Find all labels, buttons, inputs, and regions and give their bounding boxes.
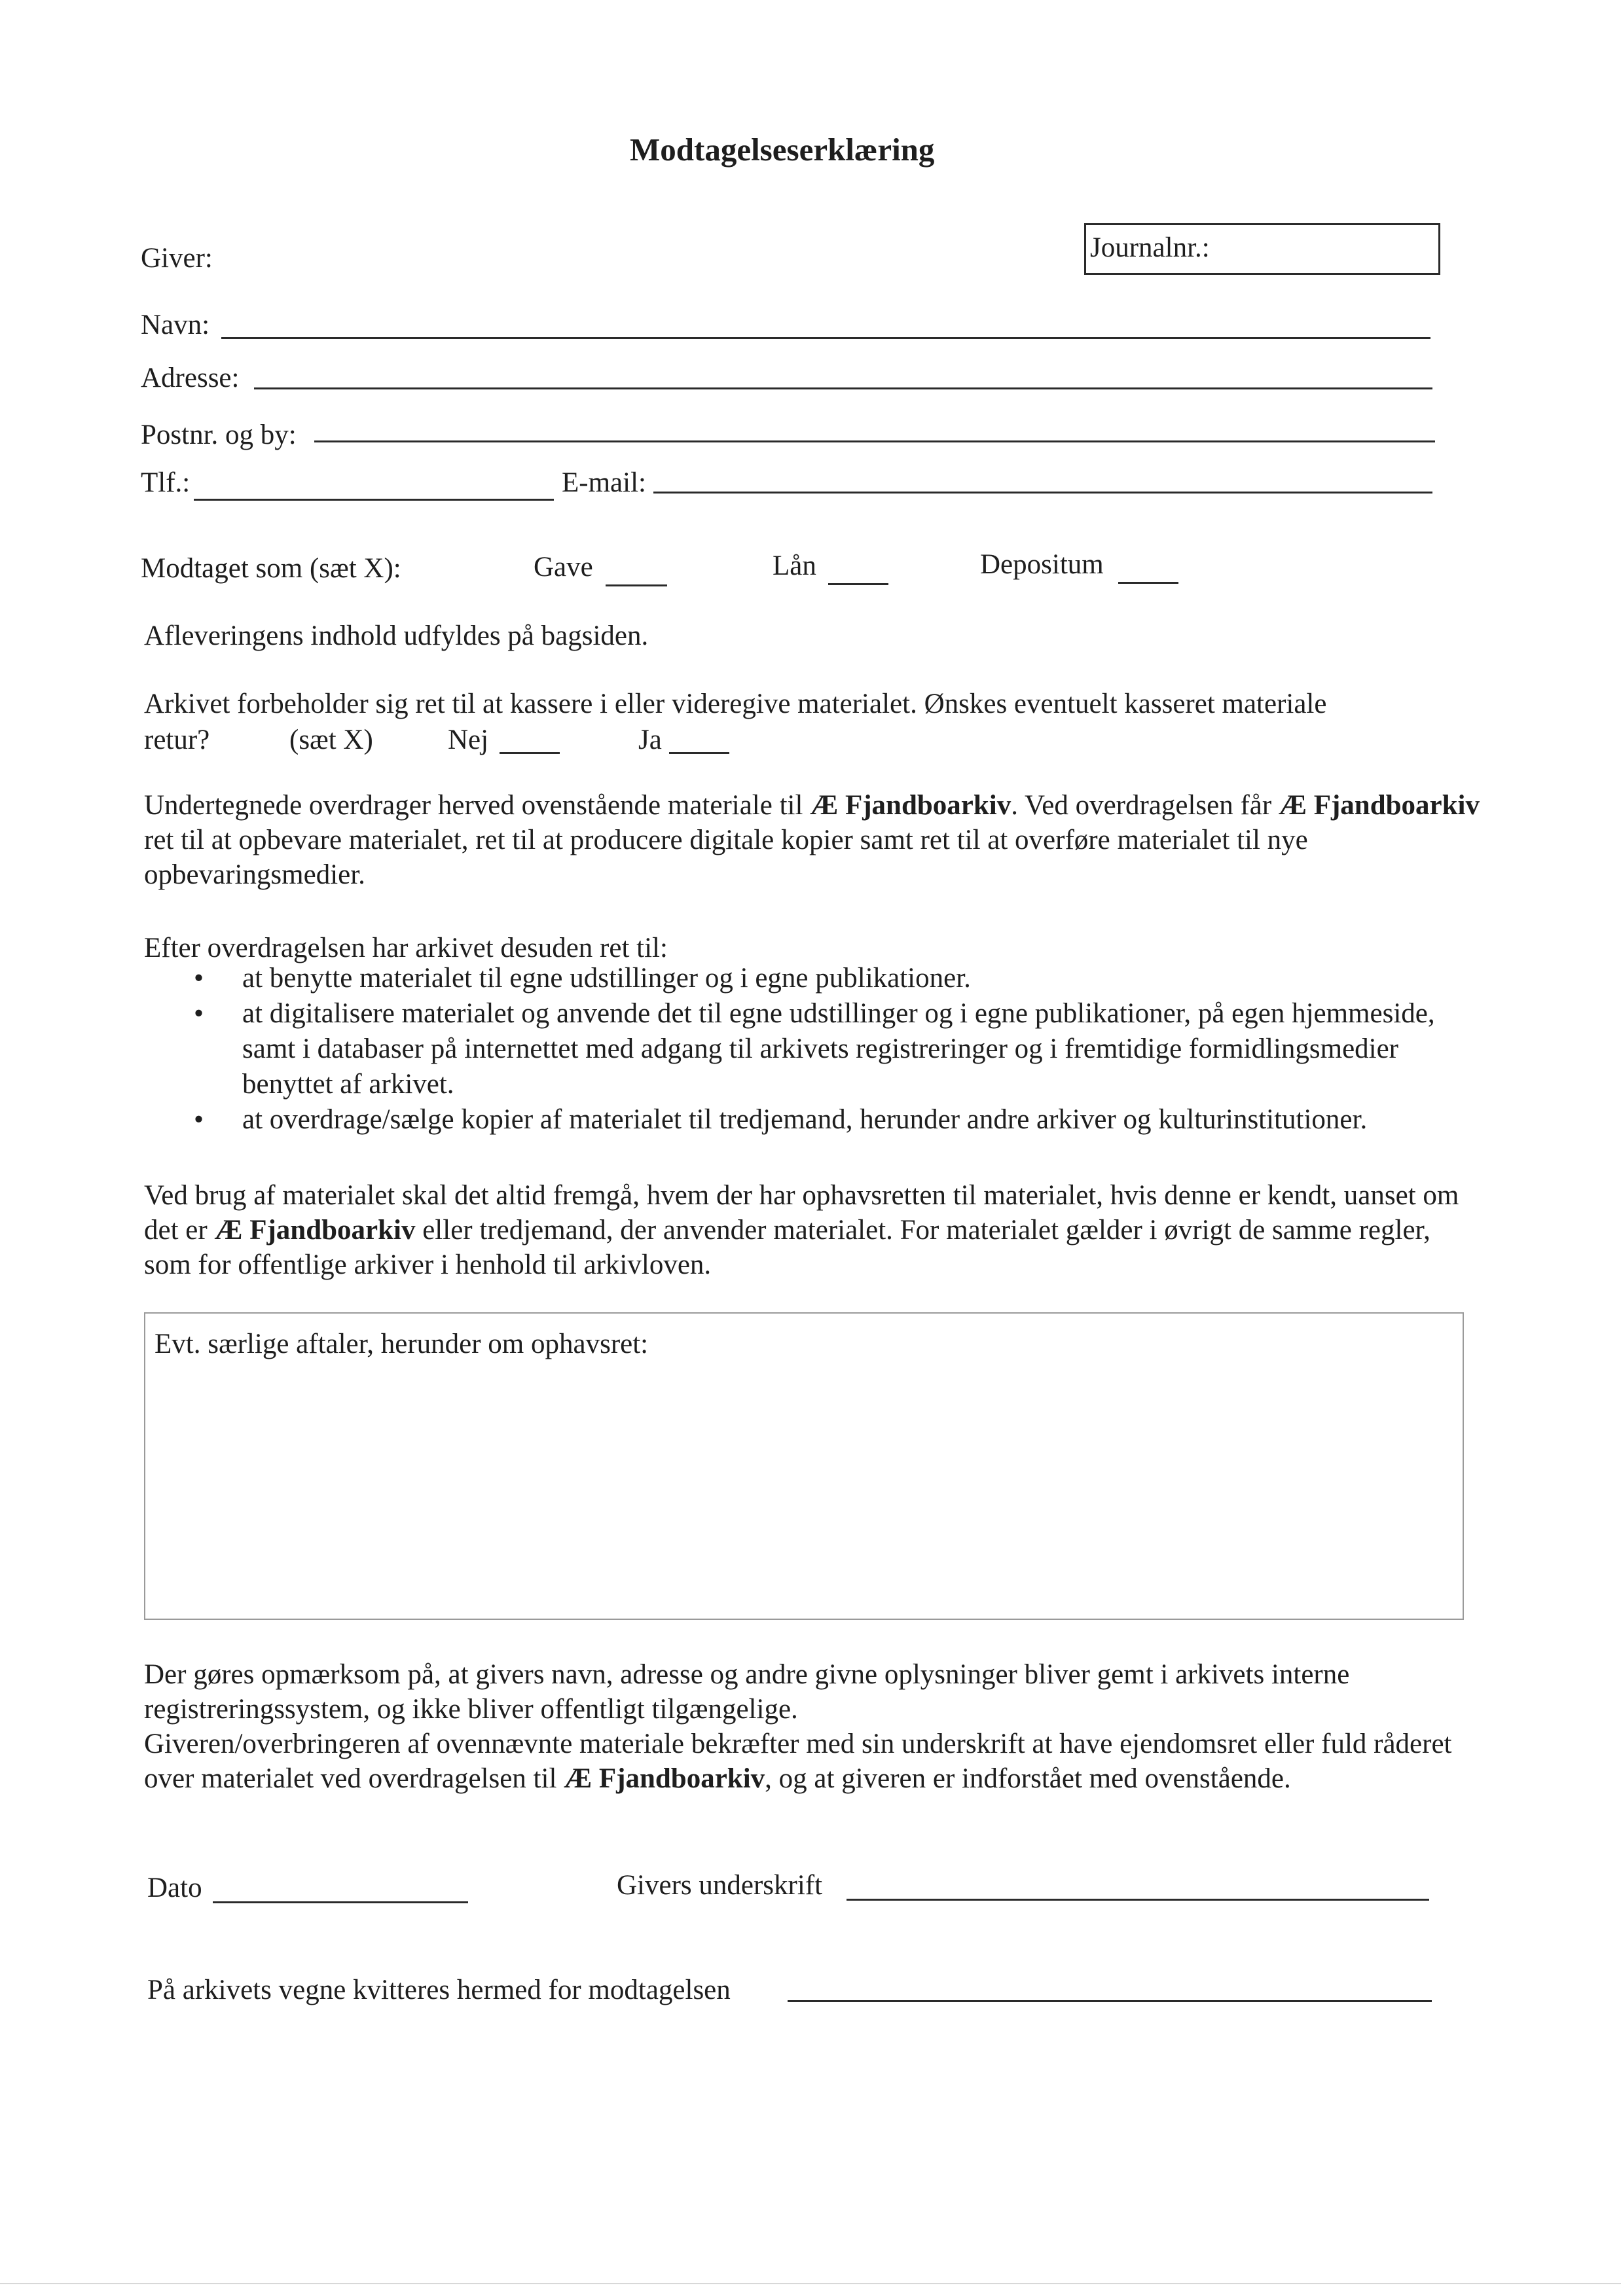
bullet-icon: • xyxy=(194,998,204,1029)
date-field[interactable] xyxy=(213,1901,468,1903)
gift-option-field[interactable] xyxy=(606,584,667,586)
giver-signature-label: Givers underskrift xyxy=(617,1870,823,1901)
email-field[interactable] xyxy=(653,492,1432,493)
special-agreements-box[interactable] xyxy=(144,1312,1464,1620)
journal-number-box[interactable] xyxy=(1084,223,1440,275)
address-label: Adresse: xyxy=(141,363,240,393)
deposit-option-field[interactable] xyxy=(1118,582,1178,584)
discard-set-x-label: (sæt X) xyxy=(289,725,373,755)
receipt-label: På arkivets vegne kvitteres hermed for modtagelsen xyxy=(147,1975,731,2005)
postal-city-field[interactable] xyxy=(314,440,1435,442)
journal-number-label: Journalnr.: xyxy=(1090,232,1210,263)
rights-list xyxy=(144,961,1480,1138)
rights-list-item: • at benytte materialet til egne udstillinger og i egne publikationer. xyxy=(144,961,1480,996)
phone-field[interactable] xyxy=(194,499,554,501)
giver-signature-field[interactable] xyxy=(847,1899,1429,1901)
deposit-option-label: Depositum xyxy=(980,549,1104,580)
privacy-paragraph: Der gøres opmærksom på, at givers navn, adresse og andre givne oplysninger bliver gemt i arkivets interne registreringssystem, og ikke bliver offentligt tilgængelige. Giveren/overbringeren af ovennævnte materiale bekræfter med sin underskrift at have ejendomsret eller fuld råderet over materialet ved overdragelsen til Æ Fjandboarkiv, og at giveren er indforstået med ovenstående. xyxy=(144,1659,1452,1794)
discard-yes-field[interactable] xyxy=(669,752,729,754)
name-label: Navn: xyxy=(141,310,210,340)
gift-option-label: Gave xyxy=(534,552,593,583)
discard-text: Arkivet forbeholder sig ret til at kassere i eller videregive materialet. Ønskes eventuelt kasseret materiale xyxy=(144,689,1327,719)
postal-city-label: Postnr. og by: xyxy=(141,420,297,450)
bullet-icon: • xyxy=(194,1104,204,1135)
rights-list-item: • at overdrage/sælge kopier af materialet til tredjemand, herunder andre arkiver og kulturinstitutioner. xyxy=(144,1102,1480,1138)
loan-option-field[interactable] xyxy=(828,583,888,585)
loan-option-label: Lån xyxy=(773,550,816,581)
email-label: E-mail: xyxy=(562,467,646,498)
discard-no-field[interactable] xyxy=(500,752,560,754)
discard-no-label: Nej xyxy=(448,725,489,755)
copyright-paragraph: Ved brug af materialet skal det altid fremgå, hvem der har ophavsretten til materialet, hvis denne er kendt, uanset om det er Æ Fjandboarkiv eller tredjemand, der anvender materialet. For materialet gælder i øvrigt de samme regler, som for offentlige arkiver i henhold til arkivloven. xyxy=(144,1180,1459,1280)
scan-edge-line xyxy=(0,2283,1621,2284)
rights-list-item: • at digitalisere materialet og anvende det til egne udstillinger og i egne publikationer, på egen hjemmeside, samt i databaser på internettet med adgang til arkivets registreringer og i fremtidige formidlingsmedier benyttet af arkivet. xyxy=(144,996,1480,1102)
date-label: Dato xyxy=(147,1873,202,1903)
bullet-icon: • xyxy=(194,963,204,994)
content-note: Afleveringens indhold udfyldes på bagsiden. xyxy=(144,620,649,651)
rights-intro: Efter overdragelsen har arkivet desuden ret til: xyxy=(144,933,668,963)
discard-yes-label: Ja xyxy=(638,725,662,755)
name-field[interactable] xyxy=(221,337,1430,339)
archive-signature-field[interactable] xyxy=(788,2000,1432,2002)
address-field[interactable] xyxy=(254,387,1432,389)
special-agreements-label: Evt. særlige aftaler, herunder om ophavsret: xyxy=(155,1329,649,1359)
document-title: Modtagelseserklæring xyxy=(630,132,935,168)
giver-label: Giver: xyxy=(141,243,213,274)
phone-label: Tlf.: xyxy=(141,467,191,498)
discard-return-label: retur? xyxy=(144,725,210,755)
transfer-paragraph: Undertegnede overdrager herved ovenstående materiale til Æ Fjandboarkiv. Ved overdragelsen får Æ Fjandboarkiv ret til at opbevare materialet, ret til at producere digitale kopier samt ret til at overføre materialet til nye opbevaringsmedier. xyxy=(144,790,1480,890)
received-as-label: Modtaget som (sæt X): xyxy=(141,553,401,584)
